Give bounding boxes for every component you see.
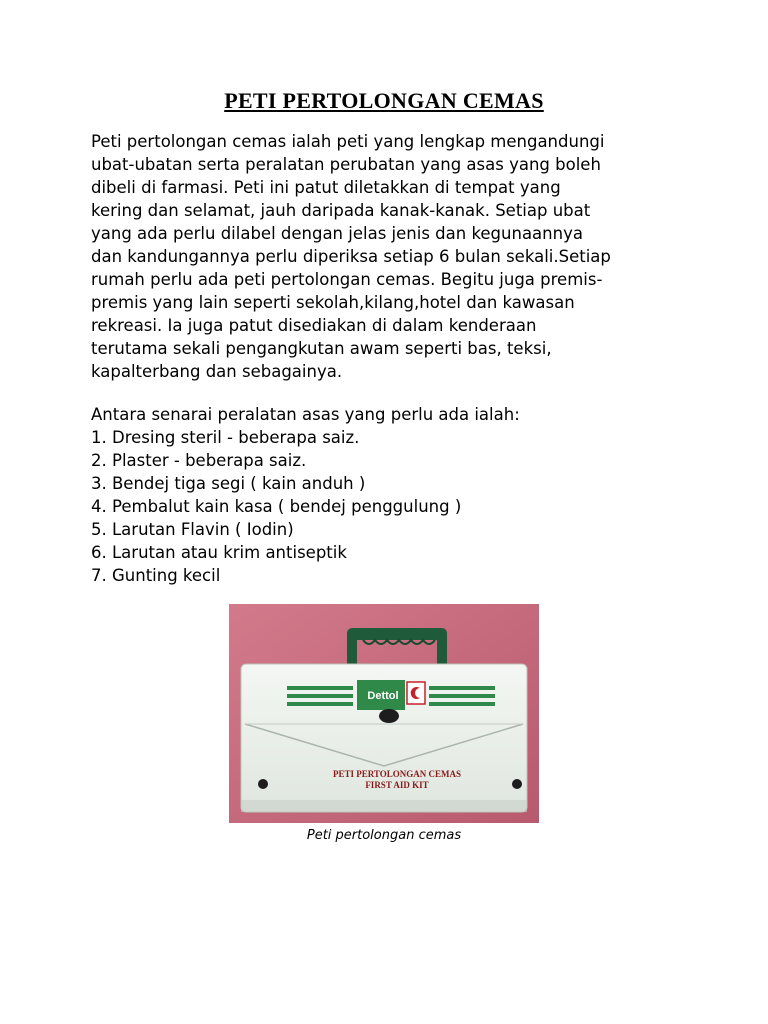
- paragraph-line: rekreasi. Ia juga patut disediakan di dalam kenderaan: [91, 316, 537, 335]
- list-item: 6. Larutan atau krim antiseptik: [91, 543, 347, 562]
- rivet-right: [512, 779, 522, 789]
- list-item: 3. Bendej tiga segi ( kain anduh ): [91, 474, 366, 493]
- paragraph-line: rumah perlu ada peti pertolongan cemas. Begitu juga premis-: [91, 270, 603, 289]
- list-item: 2. Plaster - beberapa saiz.: [91, 451, 307, 470]
- stripe-right: [429, 686, 495, 690]
- list-item: 4. Pembalut kain kasa ( bendej penggulung ): [91, 497, 462, 516]
- box-label-line2: FIRST AID KIT: [365, 780, 429, 790]
- page-title: PETI PERTOLONGAN CEMAS: [224, 88, 544, 113]
- equipment-list: [91, 403, 681, 587]
- paragraph-line: ubat-ubatan serta peralatan perubatan yang asas yang boleh: [91, 155, 601, 174]
- stripe-left: [287, 686, 353, 690]
- list-item: 1. Dresing steril - beberapa saiz.: [91, 428, 360, 447]
- intro-paragraph: [91, 130, 681, 383]
- paragraph-line: terutama sekali pengangkutan awam seperti bas, teksi,: [91, 339, 552, 358]
- paragraph-line: yang ada perlu dilabel dengan jelas jenis dan kegunaannya: [91, 224, 583, 243]
- list-intro: Antara senarai peralatan asas yang perlu ada ialah:: [91, 405, 520, 424]
- paragraph-line: premis yang lain seperti sekolah,kilang,hotel dan kawasan: [91, 293, 575, 312]
- stripe-left: [287, 694, 353, 698]
- box-label-line1: PETI PERTOLONGAN CEMAS: [332, 769, 462, 779]
- paragraph-line: dan kandungannya perlu diperiksa setiap 6 bulan sekali.Setiap: [91, 247, 611, 266]
- paragraph-line: kapalterbang dan sebagainya.: [91, 362, 343, 381]
- stripe-left: [287, 702, 353, 706]
- red-crescent-badge: [407, 682, 425, 704]
- paragraph-line: dibeli di farmasi. Peti ini patut diletakkan di tempat yang: [91, 178, 561, 197]
- kit-clasp: [379, 709, 399, 723]
- list-item: 7. Gunting kecil: [91, 566, 221, 585]
- first-aid-kit-illustration: [229, 604, 539, 823]
- kit-box-shadow: [241, 800, 527, 812]
- paragraph-line: kering dan selamat, jauh daripada kanak-kanak. Setiap ubat: [91, 201, 591, 220]
- stripe-right: [429, 702, 495, 706]
- paragraph-line: Peti pertolongan cemas ialah peti yang lengkap mengandungi: [91, 132, 605, 151]
- stripe-right: [429, 694, 495, 698]
- rivet-left: [258, 779, 268, 789]
- first-aid-kit-photo: [229, 604, 539, 823]
- photo-caption: Peti pertolongan cemas: [306, 828, 462, 843]
- list-item: 5. Larutan Flavin ( Iodin): [91, 520, 294, 539]
- dettol-brand-text: Dettol: [367, 690, 399, 702]
